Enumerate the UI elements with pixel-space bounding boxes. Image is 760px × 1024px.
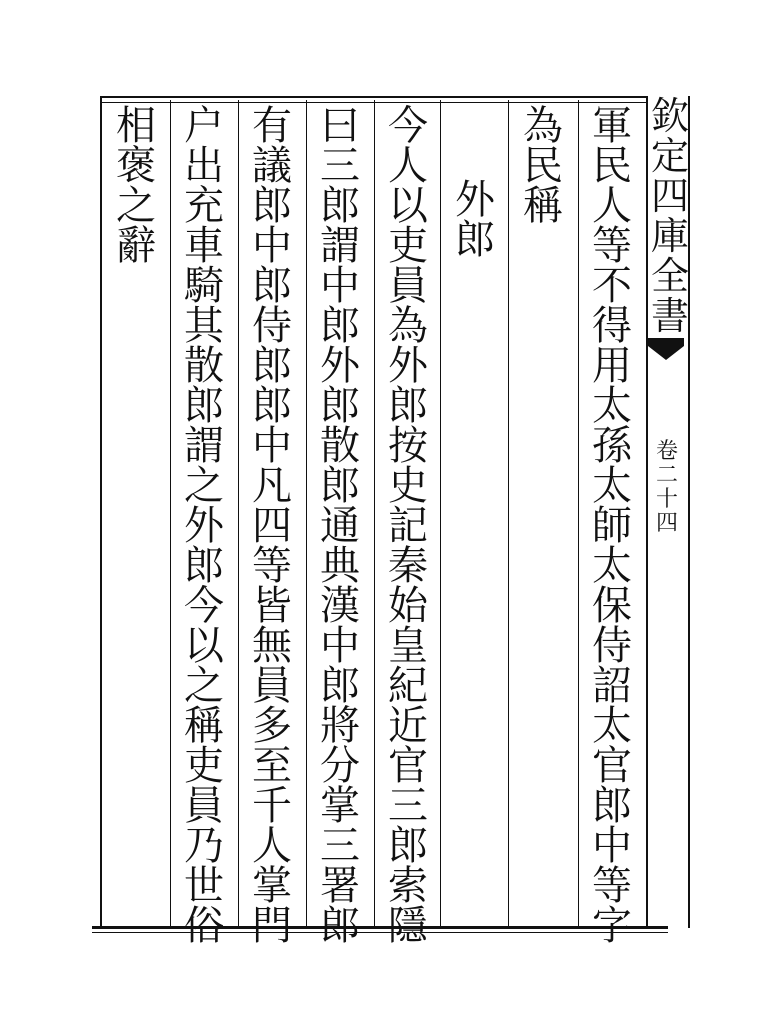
column-divider (238, 100, 239, 926)
column-divider (508, 100, 509, 926)
column-divider (306, 100, 307, 926)
text-column-6: 户出充車騎其散郎謂之外郎今以之稱吏員乃世俗 (184, 103, 224, 949)
top-border (100, 96, 648, 98)
bottom-border-thin (92, 932, 668, 933)
column-divider (374, 100, 375, 926)
section-heading: 外郎 (455, 177, 495, 263)
column-divider (170, 100, 171, 926)
bottom-border (92, 926, 668, 929)
text-column-2: 為民稱 (523, 103, 563, 229)
volume-label: 卷二十四 (655, 439, 678, 536)
text-column-7: 相褒之辭 (116, 103, 156, 269)
left-border (100, 98, 102, 928)
book-title: 欽定四庫全書 (650, 94, 689, 338)
text-column-4: 曰三郎謂中郎外郎散郎通典漢中郎將分掌三署郎 (320, 103, 360, 949)
column-divider (440, 100, 441, 926)
text-column-5: 有議郎中郎侍郎郎中凡四等皆無員多至千人掌門 (252, 103, 292, 949)
text-column-1: 軍民人等不得用太孫太師太保侍詔太官郎中等字 (592, 103, 632, 949)
text-column-3: 今人以吏員為外郎按史記秦始皇紀近官三郎索隱 (388, 103, 428, 949)
fish-tail-mark-icon (646, 334, 686, 364)
column-divider (578, 100, 579, 926)
